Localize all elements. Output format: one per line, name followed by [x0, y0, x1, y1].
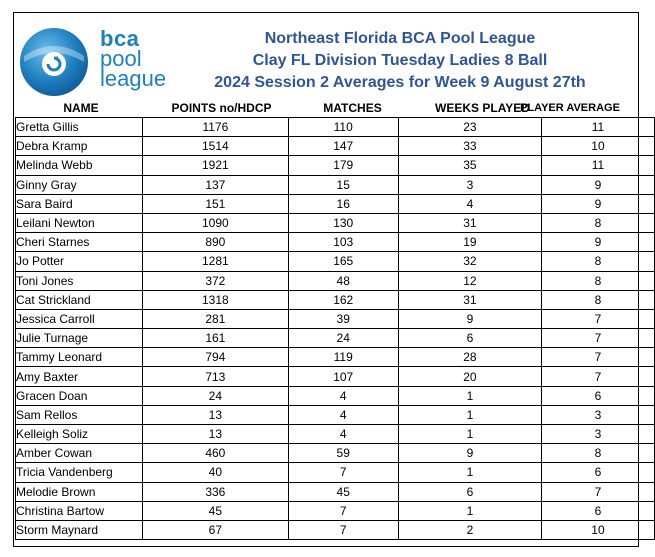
- weeks-played-cell: 1: [398, 463, 541, 482]
- player-name-cell: Cat Strickland: [16, 290, 143, 309]
- table-row: [16, 520, 655, 539]
- weeks-played-cell: 1: [398, 425, 541, 444]
- player-average-cell: 9: [541, 194, 654, 213]
- column-header-matches: MATCHES: [323, 101, 382, 115]
- player-name-cell: Tammy Leonard: [16, 348, 143, 367]
- table-row: [16, 137, 655, 156]
- report-titles: [180, 28, 620, 94]
- weeks-played-cell: 6: [398, 329, 541, 348]
- weeks-played-cell: 12: [398, 271, 541, 290]
- player-average-cell: 8: [541, 213, 654, 232]
- weeks-played-cell: 28: [398, 348, 541, 367]
- table-row: [16, 463, 655, 482]
- points-cell: 1921: [143, 156, 288, 175]
- points-cell: 1281: [143, 252, 288, 271]
- title-league: Northeast Florida BCA Pool League: [264, 30, 536, 47]
- table-row: [16, 405, 655, 424]
- player-name-cell: Gracen Doan: [16, 386, 143, 405]
- table-row: [16, 175, 655, 194]
- weeks-played-cell: 3: [398, 175, 541, 194]
- player-average-cell: 6: [541, 501, 654, 520]
- points-cell: 67: [143, 520, 288, 539]
- points-cell: 45: [143, 501, 288, 520]
- matches-cell: 59: [288, 444, 398, 463]
- player-name-cell: Cheri Starnes: [16, 233, 143, 252]
- player-average-cell: 7: [541, 348, 654, 367]
- matches-cell: 119: [288, 348, 398, 367]
- points-cell: 281: [143, 309, 288, 328]
- matches-cell: 24: [288, 329, 398, 348]
- points-cell: 372: [143, 271, 288, 290]
- table-row: [16, 367, 655, 386]
- table-row: [16, 444, 655, 463]
- title-division: Clay FL Division Tuesday Ladies 8 Ball: [252, 52, 548, 69]
- matches-cell: 130: [288, 213, 398, 232]
- table-row: [16, 194, 655, 213]
- weeks-played-cell: 35: [398, 156, 541, 175]
- points-cell: 161: [143, 329, 288, 348]
- player-name-cell: Gretta Gillis: [16, 118, 143, 137]
- table-row: [16, 118, 655, 137]
- player-average-cell: 8: [541, 252, 654, 271]
- points-cell: 13: [143, 425, 288, 444]
- matches-cell: 7: [288, 501, 398, 520]
- table-row: [16, 290, 655, 309]
- player-average-cell: 3: [541, 425, 654, 444]
- weeks-played-cell: 4: [398, 194, 541, 213]
- player-average-cell: 8: [541, 290, 654, 309]
- player-name-cell: Jessica Carroll: [16, 309, 143, 328]
- player-name-cell: Sam Rellos: [16, 405, 143, 424]
- player-name-cell: Toni Jones: [16, 271, 143, 290]
- player-average-cell: 7: [541, 329, 654, 348]
- matches-cell: 4: [288, 405, 398, 424]
- player-average-cell: 8: [541, 444, 654, 463]
- table-row: [16, 348, 655, 367]
- weeks-played-cell: 20: [398, 367, 541, 386]
- player-name-cell: Debra Kramp: [16, 137, 143, 156]
- player-name-cell: Ginny Gray: [16, 175, 143, 194]
- matches-cell: 4: [288, 386, 398, 405]
- matches-cell: 39: [288, 309, 398, 328]
- table-row: [16, 156, 655, 175]
- table-row: [16, 425, 655, 444]
- table-row: [16, 501, 655, 520]
- player-average-cell: 3: [541, 405, 654, 424]
- matches-cell: 110: [288, 118, 398, 137]
- points-cell: 13: [143, 405, 288, 424]
- weeks-played-cell: 1: [398, 501, 541, 520]
- weeks-played-cell: 33: [398, 137, 541, 156]
- matches-cell: 45: [288, 482, 398, 501]
- weeks-played-cell: 31: [398, 213, 541, 232]
- table-row: [16, 213, 655, 232]
- player-average-cell: 7: [541, 482, 654, 501]
- player-name-cell: Leilani Newton: [16, 213, 143, 232]
- points-cell: 137: [143, 175, 288, 194]
- table-row: [16, 252, 655, 271]
- points-cell: 460: [143, 444, 288, 463]
- player-average-cell: 11: [541, 118, 654, 137]
- weeks-played-cell: 9: [398, 309, 541, 328]
- weeks-played-cell: 6: [398, 482, 541, 501]
- table-row: [16, 482, 655, 501]
- player-name-cell: Kelleigh Soliz: [16, 425, 143, 444]
- weeks-played-cell: 32: [398, 252, 541, 271]
- player-average-cell: 8: [541, 271, 654, 290]
- player-name-cell: Storm Maynard: [16, 520, 143, 539]
- weeks-played-cell: 23: [398, 118, 541, 137]
- logo-text-bca: bca: [100, 26, 140, 51]
- points-cell: 1176: [143, 118, 288, 137]
- player-average-cell: 7: [541, 367, 654, 386]
- matches-cell: 48: [288, 271, 398, 290]
- title-session: 2024 Session 2 Averages for Week 9 August 27th: [214, 74, 586, 91]
- points-cell: 40: [143, 463, 288, 482]
- weeks-played-cell: 31: [398, 290, 541, 309]
- player-average-cell: 10: [541, 520, 654, 539]
- logo-text-pool: pool: [100, 46, 142, 71]
- player-name-cell: Julie Turnage: [16, 329, 143, 348]
- weeks-played-cell: 1: [398, 405, 541, 424]
- points-cell: 24: [143, 386, 288, 405]
- points-cell: 713: [143, 367, 288, 386]
- table-row: [16, 386, 655, 405]
- points-cell: 151: [143, 194, 288, 213]
- weeks-played-cell: 1: [398, 386, 541, 405]
- table-row: [16, 271, 655, 290]
- matches-cell: 15: [288, 175, 398, 194]
- player-name-cell: Melodie Brown: [16, 482, 143, 501]
- player-average-cell: 6: [541, 463, 654, 482]
- table-row: [16, 233, 655, 252]
- matches-cell: 165: [288, 252, 398, 271]
- player-average-cell: 7: [541, 309, 654, 328]
- averages-table: [15, 117, 655, 540]
- logo-text-league: league: [100, 66, 167, 91]
- points-cell: 890: [143, 233, 288, 252]
- matches-cell: 103: [288, 233, 398, 252]
- matches-cell: 162: [288, 290, 398, 309]
- matches-cell: 147: [288, 137, 398, 156]
- column-header-weeks: WEEKS PLAYED: [435, 101, 530, 115]
- points-cell: 794: [143, 348, 288, 367]
- matches-cell: 107: [288, 367, 398, 386]
- matches-cell: 7: [288, 463, 398, 482]
- points-cell: 1318: [143, 290, 288, 309]
- matches-cell: 16: [288, 194, 398, 213]
- bca-logo: [18, 26, 178, 98]
- weeks-played-cell: 2: [398, 520, 541, 539]
- column-header-average: PLAYER AVERAGE: [520, 102, 620, 114]
- column-header-name: NAME: [63, 101, 99, 115]
- points-cell: 1090: [143, 213, 288, 232]
- matches-cell: 7: [288, 520, 398, 539]
- player-average-cell: 9: [541, 233, 654, 252]
- bca-pool-ball-icon: [18, 26, 90, 98]
- player-name-cell: Christina Bartow: [16, 501, 143, 520]
- player-average-cell: 11: [541, 156, 654, 175]
- matches-cell: 179: [288, 156, 398, 175]
- weeks-played-cell: 9: [398, 444, 541, 463]
- points-cell: 1514: [143, 137, 288, 156]
- table-row: [16, 329, 655, 348]
- player-name-cell: Tricia Vandenberg: [16, 463, 143, 482]
- player-name-cell: Melinda Webb: [16, 156, 143, 175]
- player-average-cell: 9: [541, 175, 654, 194]
- player-name-cell: Amy Baxter: [16, 367, 143, 386]
- weeks-played-cell: 19: [398, 233, 541, 252]
- matches-cell: 4: [288, 425, 398, 444]
- player-average-cell: 6: [541, 386, 654, 405]
- player-name-cell: Sara Baird: [16, 194, 143, 213]
- table-row: [16, 309, 655, 328]
- player-average-cell: 10: [541, 137, 654, 156]
- points-cell: 336: [143, 482, 288, 501]
- player-name-cell: Jo Potter: [16, 252, 143, 271]
- player-name-cell: Amber Cowan: [16, 444, 143, 463]
- column-header-points: POINTS no/HDCP: [171, 101, 272, 115]
